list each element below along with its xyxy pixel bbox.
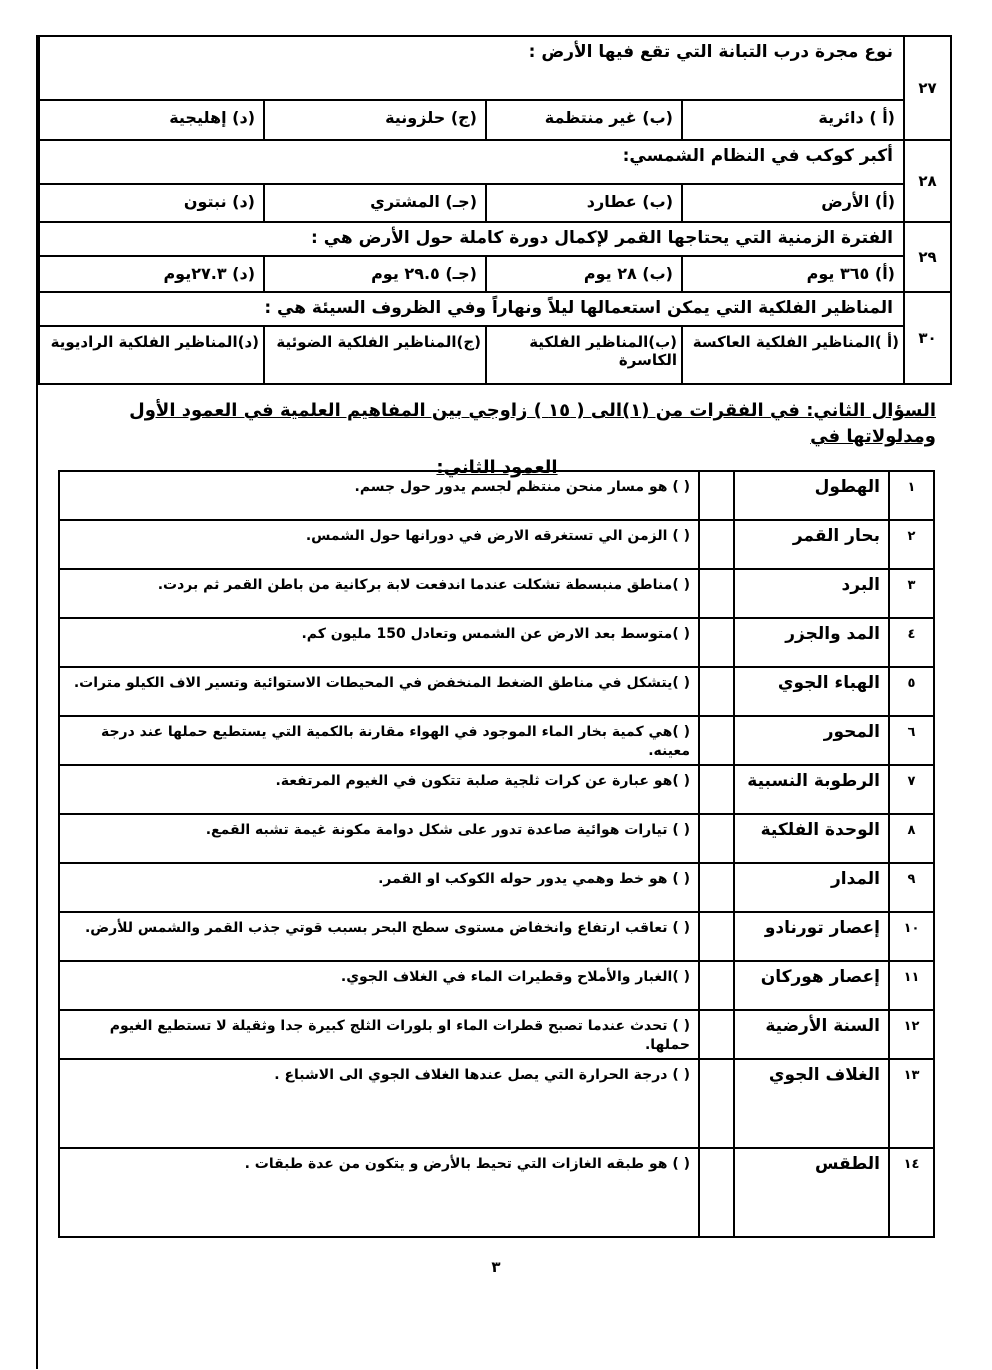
matching-row-1-definition: ( ) هو مسار منحن منتظم لجسم يدور حول جسم. bbox=[59, 471, 699, 520]
question-28-text: أكبر كوكب في النظام الشمسي: bbox=[39, 140, 904, 184]
matching-row-10-definition: ( ) تعاقب ارتفاع وانخفاض مستوى سطح البحر بسبب قوتي جذب القمر والشمس للأرض. bbox=[59, 912, 699, 961]
matching-row-11-answer-gap bbox=[699, 961, 734, 1010]
matching-row-6-number: ٦ bbox=[889, 716, 934, 765]
matching-row-4-definition: ( )متوسط بعد الارض عن الشمس وتعادل 150 مليون كم. bbox=[59, 618, 699, 667]
matching-row-12-number: ١٢ bbox=[889, 1010, 934, 1059]
matching-row-11-definition: ( )الغبار والأملاح وقطيرات الماء في الغلاف الجوي. bbox=[59, 961, 699, 1010]
question-28-option-d: (د) نبتون bbox=[39, 184, 264, 222]
question-27-option-a: (أ ) دائرية bbox=[682, 100, 904, 140]
matching-row-1-number: ١ bbox=[889, 471, 934, 520]
matching-row-4-term: المد والجزر bbox=[734, 618, 889, 667]
section2-heading bbox=[58, 398, 936, 481]
matching-row-10-term: إعصار تورنادو bbox=[734, 912, 889, 961]
matching-row-5-definition: ( )يتشكل في مناطق الضغط المنخفض في المحيطات الاستوائية وتسير الاف الكيلو مترات. bbox=[59, 667, 699, 716]
question-27-option-c: (ج) حلزونية bbox=[264, 100, 486, 140]
matching-row-13 bbox=[59, 1059, 934, 1148]
question-30-option-c: (ج)المناظير الفلكية الضوئية bbox=[264, 326, 486, 384]
matching-row-7-answer-gap bbox=[699, 765, 734, 814]
matching-row-10-answer-gap bbox=[699, 912, 734, 961]
matching-row-11 bbox=[59, 961, 934, 1010]
matching-row-7-term: الرطوبة النسبية bbox=[734, 765, 889, 814]
matching-row-5-term: الهباء الجوي bbox=[734, 667, 889, 716]
matching-row-14-number: ١٤ bbox=[889, 1148, 934, 1237]
matching-row-8 bbox=[59, 814, 934, 863]
question-28-option-c: (جـ) المشتري bbox=[264, 184, 486, 222]
matching-row-7-number: ٧ bbox=[889, 765, 934, 814]
matching-row-9-definition: ( ) هو خط وهمي يدور حوله الكوكب او القمر. bbox=[59, 863, 699, 912]
matching-row-6-answer-gap bbox=[699, 716, 734, 765]
matching-row-14 bbox=[59, 1148, 934, 1237]
question-27-option-d: (د) إهليجية bbox=[39, 100, 264, 140]
matching-row-3-term: البرد bbox=[734, 569, 889, 618]
matching-row-2-definition: ( ) الزمن الي تستغرقه الارض في دورانها حول الشمس. bbox=[59, 520, 699, 569]
matching-row-6 bbox=[59, 716, 934, 765]
question-30-option-b: (ب)المناظير الفلكية الكاسرة bbox=[486, 326, 682, 384]
matching-row-3-answer-gap bbox=[699, 569, 734, 618]
question-29-number: ٢٩ bbox=[904, 222, 951, 292]
matching-row-4 bbox=[59, 618, 934, 667]
question-27-option-b: (ب) غير منتظمة bbox=[486, 100, 682, 140]
matching-row-3-number: ٣ bbox=[889, 569, 934, 618]
question-29-option-a: (أ) ٣٦٥ يوم bbox=[682, 256, 904, 292]
matching-row-8-term: الوحدة الفلكية bbox=[734, 814, 889, 863]
question-28-number: ٢٨ bbox=[904, 140, 951, 222]
matching-row-8-definition: ( ) تيارات هوائية صاعدة تدور على شكل دوامة مكونة غيمة تشبه القمع. bbox=[59, 814, 699, 863]
matching-row-7 bbox=[59, 765, 934, 814]
matching-row-6-definition: ( )هي كمية بخار الماء الموجود في الهواء مقارنة بالكمية التي يستطيع حملها عند درجة معينه. bbox=[59, 716, 699, 765]
question-30-number: ٣٠ bbox=[904, 292, 951, 384]
question-29-option-d: (د) ٢٧.٣يوم bbox=[39, 256, 264, 292]
question-30-option-d: (د)المناظير الفلكية الراديوية bbox=[39, 326, 264, 384]
matching-row-9-number: ٩ bbox=[889, 863, 934, 912]
matching-row-4-number: ٤ bbox=[889, 618, 934, 667]
question-29-text: الفترة الزمنية التي يحتاجها القمر لإكمال دورة كاملة حول الأرض هي : bbox=[39, 222, 904, 256]
matching-row-6-term: المحور bbox=[734, 716, 889, 765]
matching-row-9 bbox=[59, 863, 934, 912]
matching-row-9-term: المدار bbox=[734, 863, 889, 912]
question-30-text: المناظير الفلكية التي يمكن استعمالها ليلاً ونهاراً وفي الظروف السيئة هي : bbox=[39, 292, 904, 326]
question-29-option-b: (ب) ٢٨ يوم bbox=[486, 256, 682, 292]
question-27-number: ٢٧ bbox=[904, 36, 951, 140]
question-29-options-row bbox=[39, 256, 951, 292]
matching-row-12-definition: ( ) تحدث عندما تصبح قطرات الماء او بلورات الثلج كبيرة جدا وثقيلة لا تستطيع الغيوم حملها. bbox=[59, 1010, 699, 1059]
matching-row-14-term: الطقس bbox=[734, 1148, 889, 1237]
question-29-option-c: (جـ) ٢٩.٥ يوم bbox=[264, 256, 486, 292]
question-30-options-row bbox=[39, 326, 951, 384]
matching-row-14-answer-gap bbox=[699, 1148, 734, 1237]
matching-row-1-term: الهطول bbox=[734, 471, 889, 520]
matching-row-5-number: ٥ bbox=[889, 667, 934, 716]
matching-row-9-answer-gap bbox=[699, 863, 734, 912]
matching-row-13-definition: ( ) درجة الحرارة التي يصل عندها الغلاف الجوي الى الاشباع . bbox=[59, 1059, 699, 1148]
section2-heading-line1: السؤال الثاني: في الفقرات من (١)الى ( ١٥ ) زاوجي بين المفاهيم العلمية في العمود الأول ومدلولاتها في bbox=[129, 400, 936, 447]
matching-row-7-definition: ( )هو عبارة عن كرات ثلجية صلبة تتكون في الغيوم المرتفعة. bbox=[59, 765, 699, 814]
matching-row-12 bbox=[59, 1010, 934, 1059]
matching-row-5 bbox=[59, 667, 934, 716]
question-28-option-a: (أ) الأرض bbox=[682, 184, 904, 222]
matching-row-11-number: ١١ bbox=[889, 961, 934, 1010]
matching-row-1 bbox=[59, 471, 934, 520]
matching-row-3-definition: ( )مناطق منبسطة تشكلت عندما اندفعت لابة بركانية من باطن القمر ثم بردت. bbox=[59, 569, 699, 618]
matching-row-2-term: بحار القمر bbox=[734, 520, 889, 569]
section2-heading-line2: العمود الثاني: bbox=[436, 457, 558, 478]
page-number: ٣ bbox=[491, 1258, 501, 1276]
matching-row-12-term: السنة الأرضية bbox=[734, 1010, 889, 1059]
question-27-options-row bbox=[39, 100, 951, 140]
matching-row-5-answer-gap bbox=[699, 667, 734, 716]
question-28-option-b: (ب) عطارد bbox=[486, 184, 682, 222]
matching-row-13-answer-gap bbox=[699, 1059, 734, 1148]
matching-row-2 bbox=[59, 520, 934, 569]
matching-table bbox=[58, 470, 935, 1238]
matching-row-2-answer-gap bbox=[699, 520, 734, 569]
matching-row-13-term: الغلاف الجوي bbox=[734, 1059, 889, 1148]
matching-row-12-answer-gap bbox=[699, 1010, 734, 1059]
question-27-text: نوع مجرة درب التبانة التي تقع فيها الأرض : bbox=[39, 36, 904, 100]
matching-row-10-number: ١٠ bbox=[889, 912, 934, 961]
question-28-options-row bbox=[39, 184, 951, 222]
matching-row-2-number: ٢ bbox=[889, 520, 934, 569]
matching-row-14-definition: ( ) هو طبقه الغازات التي تحيط بالأرض و يتكون من عدة طبقات . bbox=[59, 1148, 699, 1237]
matching-row-10 bbox=[59, 912, 934, 961]
question-30-option-a: (أ )المناظير الفلكية العاكسة bbox=[682, 326, 904, 384]
matching-row-13-number: ١٣ bbox=[889, 1059, 934, 1148]
matching-row-3 bbox=[59, 569, 934, 618]
mcq-table bbox=[38, 35, 952, 385]
matching-row-1-answer-gap bbox=[699, 471, 734, 520]
matching-row-11-term: إعصار هوركان bbox=[734, 961, 889, 1010]
matching-row-8-answer-gap bbox=[699, 814, 734, 863]
matching-row-8-number: ٨ bbox=[889, 814, 934, 863]
matching-row-4-answer-gap bbox=[699, 618, 734, 667]
